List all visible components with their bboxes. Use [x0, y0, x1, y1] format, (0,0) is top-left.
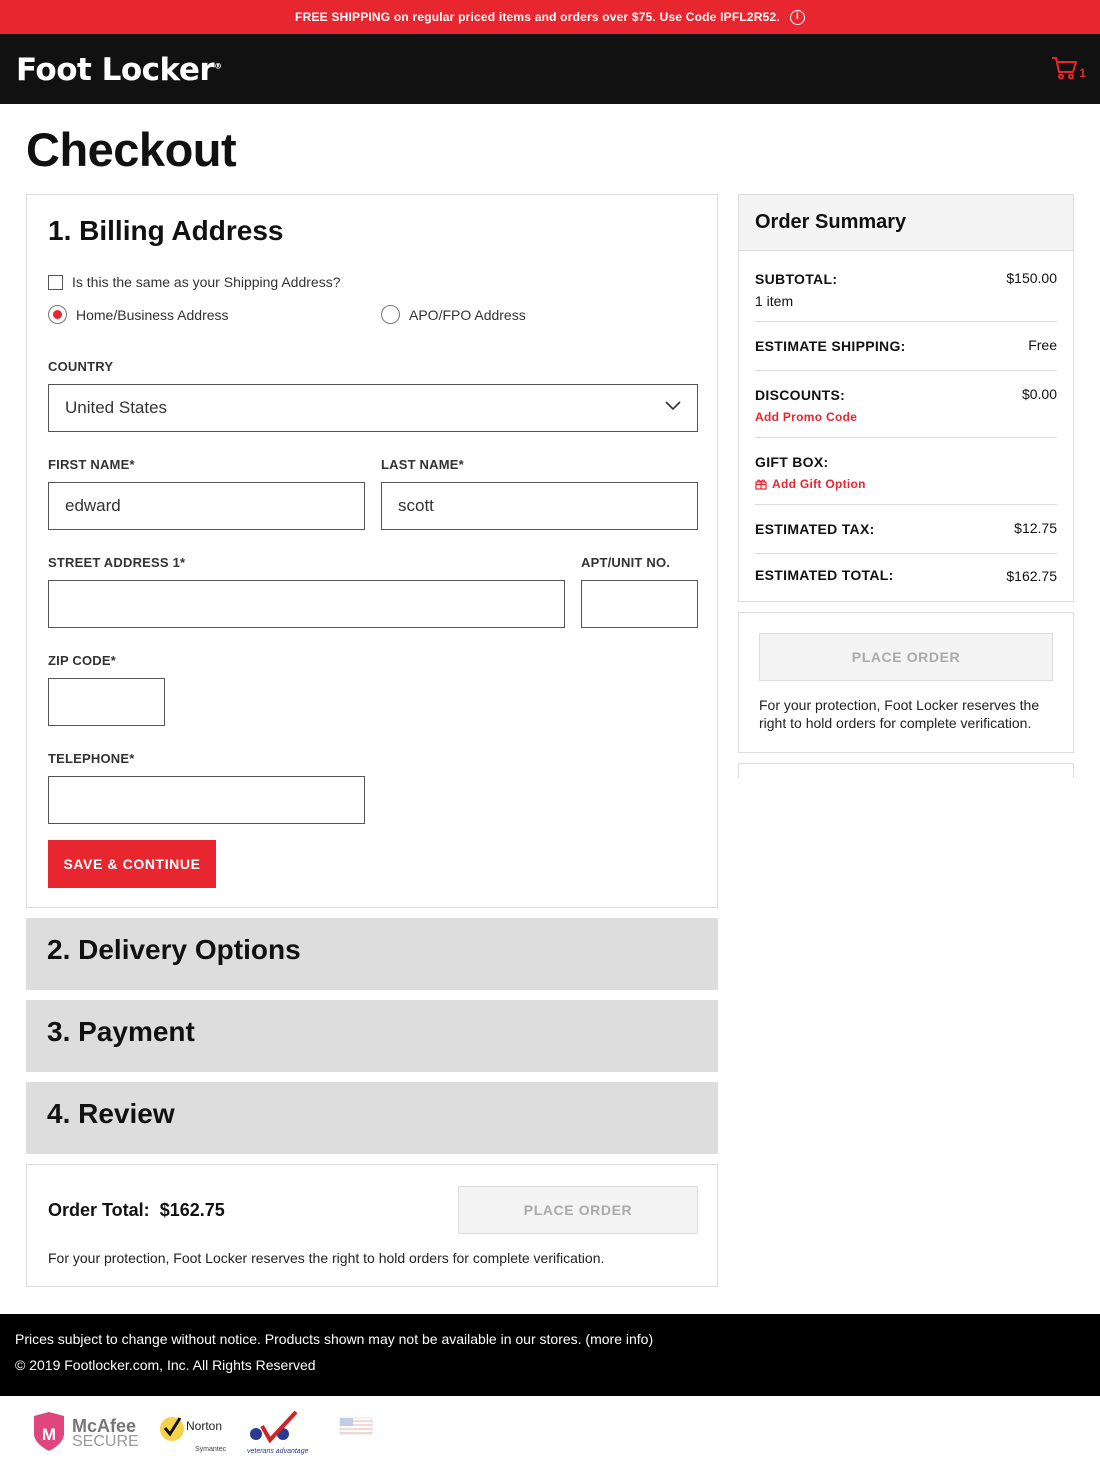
- summary-total-row: [755, 554, 1057, 602]
- same-as-shipping-label: Is this the same as your Shipping Address?: [72, 274, 341, 290]
- radio-selected-icon[interactable]: [48, 305, 67, 324]
- cart-icon: [1051, 56, 1077, 80]
- apt-unit-input[interactable]: [581, 580, 698, 628]
- trust-badges: [0, 1396, 1100, 1475]
- verification-note-side: For your protection, Foot Locker reserves the right to hold orders for complete verification.: [759, 697, 1040, 731]
- last-name-input[interactable]: scott: [381, 482, 698, 530]
- estimated-total-label: ESTIMATED TOTAL:: [755, 567, 894, 583]
- tax-label: ESTIMATED TAX:: [755, 521, 875, 537]
- first-name-input[interactable]: edward: [48, 482, 365, 530]
- verification-note-bottom: For your protection, Foot Locker reserves the right to hold orders for complete verification.: [48, 1250, 605, 1266]
- order-summary-title: Order Summary: [739, 195, 1073, 251]
- save-continue-button[interactable]: SAVE & CONTINUE: [48, 840, 216, 888]
- telephone-input[interactable]: [48, 776, 365, 824]
- step-delivery-options[interactable]: [26, 918, 718, 990]
- street-address-input[interactable]: [48, 580, 565, 628]
- page-title: Checkout: [26, 123, 237, 176]
- street-address-label: STREET ADDRESS 1*: [48, 555, 186, 570]
- site-header: [0, 34, 1100, 104]
- estimated-total-value: $162.75: [1006, 568, 1057, 584]
- apt-unit-label: APT/UNIT NO.: [581, 555, 671, 570]
- add-promo-code-link[interactable]: Add Promo Code: [755, 410, 858, 424]
- first-name-label: FIRST NAME*: [48, 457, 135, 472]
- site-footer: [0, 1314, 1100, 1396]
- cart-button[interactable]: [1051, 56, 1086, 80]
- step-review[interactable]: [26, 1082, 718, 1154]
- shipping-value: Free: [1028, 337, 1057, 353]
- zip-code-label: ZIP CODE*: [48, 653, 117, 668]
- radio-home-business[interactable]: [48, 305, 229, 324]
- order-total-panel: [26, 1164, 718, 1287]
- summary-tax-row: [755, 505, 1057, 554]
- norton-text: Norton: [186, 1419, 223, 1433]
- summary-extra-panel: [738, 763, 1074, 778]
- mcafee-bottom-text: SECURE: [72, 1433, 139, 1450]
- summary-giftbox-row: [755, 438, 1057, 505]
- billing-address-panel: [26, 194, 718, 908]
- subtotal-value: $150.00: [1006, 270, 1057, 286]
- norton-sub-text: Symantec: [195, 1446, 227, 1453]
- order-summary: [738, 194, 1074, 602]
- shipping-label: ESTIMATE SHIPPING:: [755, 338, 906, 354]
- step-payment-label: 3. Payment: [47, 1016, 195, 1047]
- radio-apo-fpo-label: APO/FPO Address: [409, 306, 526, 323]
- gift-icon: [755, 478, 767, 490]
- place-order-button-bottom[interactable]: PLACE ORDER: [458, 1186, 698, 1234]
- cart-count: 1: [1079, 66, 1086, 80]
- summary-subtotal-row: [755, 252, 1057, 322]
- radio-home-business-label: Home/Business Address: [76, 306, 229, 323]
- info-icon[interactable]: i: [790, 10, 805, 25]
- last-name-label: LAST NAME*: [381, 457, 464, 472]
- zip-code-input[interactable]: [48, 678, 165, 726]
- country-value: United States: [65, 398, 168, 417]
- norton-badge[interactable]: [160, 1417, 227, 1453]
- country-label: COUNTRY: [48, 359, 114, 374]
- summary-shipping-row: [755, 322, 1057, 371]
- country-select[interactable]: [48, 384, 698, 432]
- promo-text: FREE SHIPPING on regular priced items and orders over $75. Use Code IPFL2R52.: [295, 10, 780, 24]
- order-total-value: $162.75: [159, 1200, 225, 1220]
- place-order-panel: [738, 612, 1074, 753]
- promo-banner: [0, 0, 1100, 34]
- summary-discounts-row: [755, 371, 1057, 438]
- svg-text:M: M: [41, 1425, 57, 1444]
- billing-heading: 1. Billing Address: [48, 215, 284, 246]
- telephone-label: TELEPHONE*: [48, 751, 135, 766]
- step-review-label: 4. Review: [47, 1098, 175, 1129]
- trust-badges-art: [0, 1396, 420, 1475]
- checkbox-box[interactable]: [48, 275, 63, 290]
- discounts-value: $0.00: [1021, 386, 1057, 402]
- radio-unselected-icon[interactable]: [381, 305, 400, 324]
- radio-apo-fpo[interactable]: [381, 305, 526, 324]
- chevron-down-icon: [665, 401, 681, 411]
- site-logo[interactable]: Foot Locker®: [16, 52, 222, 88]
- same-as-shipping-checkbox[interactable]: [48, 274, 340, 290]
- footer-copyright: © 2019 Footlocker.com, Inc. All Rights Reserved: [15, 1357, 316, 1373]
- mcafee-badge[interactable]: [34, 1412, 139, 1451]
- footer-disclaimer[interactable]: Prices subject to change without notice. Products shown may not be available in our stores. (more info): [15, 1331, 654, 1347]
- subtotal-items: 1 item: [755, 293, 794, 309]
- flag-badge: [340, 1418, 372, 1434]
- mcafee-top-text: McAfee: [72, 1416, 137, 1436]
- step-payment[interactable]: [26, 1000, 718, 1072]
- order-total-label: Order Total:: [48, 1200, 150, 1220]
- add-gift-option-link[interactable]: Add Gift Option: [755, 477, 866, 491]
- veterans-advantage-badge[interactable]: [247, 1412, 309, 1455]
- discounts-label: DISCOUNTS:: [755, 387, 846, 403]
- order-total: [48, 1200, 225, 1221]
- step-delivery-label: 2. Delivery Options: [47, 934, 301, 965]
- veterans-text: veterans advantage: [247, 1448, 309, 1455]
- giftbox-label: GIFT BOX:: [755, 454, 829, 470]
- place-order-button-side[interactable]: PLACE ORDER: [759, 633, 1053, 681]
- subtotal-label: SUBTOTAL:: [755, 271, 838, 287]
- tax-value: $12.75: [1014, 520, 1057, 536]
